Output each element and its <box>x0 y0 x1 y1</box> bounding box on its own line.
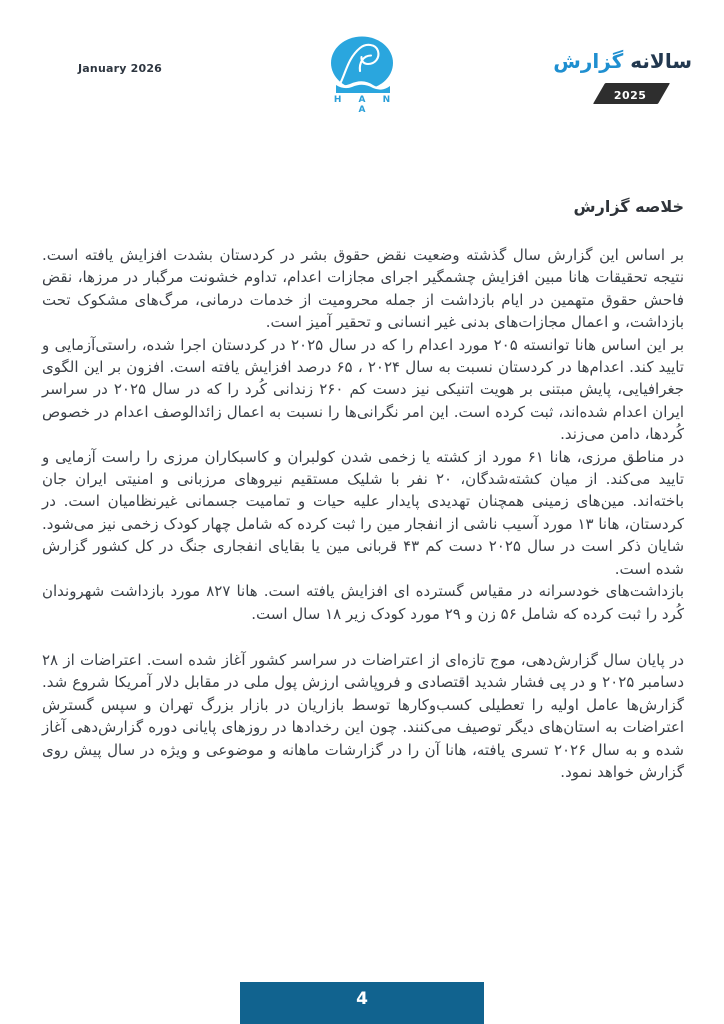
hana-logo-letters: H A N A <box>333 95 398 115</box>
report-date: January 2026 <box>78 62 163 75</box>
page-number: 4 <box>356 989 368 1009</box>
hana-logo <box>317 36 407 115</box>
year-badge <box>593 83 670 104</box>
summary-section <box>42 197 684 783</box>
report-title-word-annual: سالانه <box>630 49 692 73</box>
summary-paragraph: در پایان سال گزارش‌دهی، موج تازه‌ای از اعتراضات در سراسر کشور آغاز شده است. اعتراضات از ۲۸ دسامبر ۲۰۲۵ و در پی فشار شدید اقتصادی و فروپاشی ارزش پول ملی در مقابل دلار آمریکا شروع شد. گزارش‌ها عامل اولیه را تعطیلی کسب‌وکارها توسط بازاریان در بازار بزرگ تهران و سپس گسترش اعتراضات به استان‌های دیگر توصیف می‌کنند. چون این رخدادها در روزهای پایانی دوره گزارش‌دهی آغاز شده و به سال ۲۰۲۶ تسری یافته، هانا آن را در گزارشات ماهانه و موضوعی و ویژه در سال پیش روی گزارش خواهد نمود. <box>42 650 684 781</box>
report-title-block <box>553 46 692 104</box>
summary-heading: خلاصه گزارش <box>573 197 684 216</box>
summary-paragraph: در مناطق مرزی، هانا ۶۱ مورد از کشته یا زخمی شدن کولبران و کاسبکاران مرزی را راست آزمایی و تایید می‌کند. از میان کشته‌شدگان، ۲۰ نفر با شلیک مستقیم نیروهای مرزبانی و امنیتی ایران جان باخته‌اند. مین‌های زمینی همچنان تهدیدی پایدار علیه حیات و تمامیت جسمانی غیرنظامیان است. در کردستان، هانا ۱۳ مورد آسیب ناشی از انفجار مین را ثبت کرده که شامل چهار کودک زخمی نیز می‌شود. شایان ذکر است در سال ۲۰۲۵ دست کم ۴۳ قربانی مین یا بقایای انفجاری جنگ در کل کشور گزارش شده است. <box>42 447 685 578</box>
report-title <box>553 46 692 76</box>
summary-paragraph: بازداشت‌های خودسرانه در مقیاس گسترده ای افزایش یافته است. هانا ۸۲۷ مورد بازداشت شهروندان کُرد را ثبت کرده که شامل ۵۶ زن و ۲۹ مورد کودک زیر ۱۸ سال است. <box>42 582 684 623</box>
year-badge-label: 2025 <box>614 89 647 102</box>
report-title-word-report: گزارش <box>553 49 624 73</box>
summary-paragraph: بر این اساس هانا توانسته ۲۰۵ مورد اعدام را که در سال ۲۰۲۵ در کردستان اجرا شده، راستی‌آزمایی و تایید کند. اعدام‌ها در کردستان نسبت به سال ۲۰۲۴ ، ۶۵ درصد افزایش یافته است. افزون بر این الگوی جغرافیایی، پایش مبتنی بر هویت اتنیکی نیز دست کم ۲۶۰ زندانی کُرد را که در سال ۲۰۲۵ در سراسر ایران اعدام شده‌اند، ثبت کرده است. این امر نگرانی‌ها را نسبت به اعمال زائدالوصف اعدام در خصوص کُردها، دامن می‌زند. <box>42 335 684 444</box>
hana-bird-logo-icon <box>330 36 394 93</box>
summary-paragraph: بر اساس این گزارش سال گذشته وضعیت نقض حقوق بشر در کردستان بشدت افزایش یافته است. نتیجه تحقیقات هانا مبین افزایش چشمگیر اجرای مجازات اعدام، تداوم خشونت مرگبار در مرزها، نقض فاحش حقوق متهمین در ایام بازداشت از جمله محرومیت از خدمات درمانی، مرگ‌های مشکوک تحت بازداشت، و اعمال مجازات‌های بدنی غیر انسانی و تحقیر آمیز است. <box>42 246 684 332</box>
page-number-bar <box>240 982 484 1024</box>
year-badge-wrap <box>553 83 692 104</box>
